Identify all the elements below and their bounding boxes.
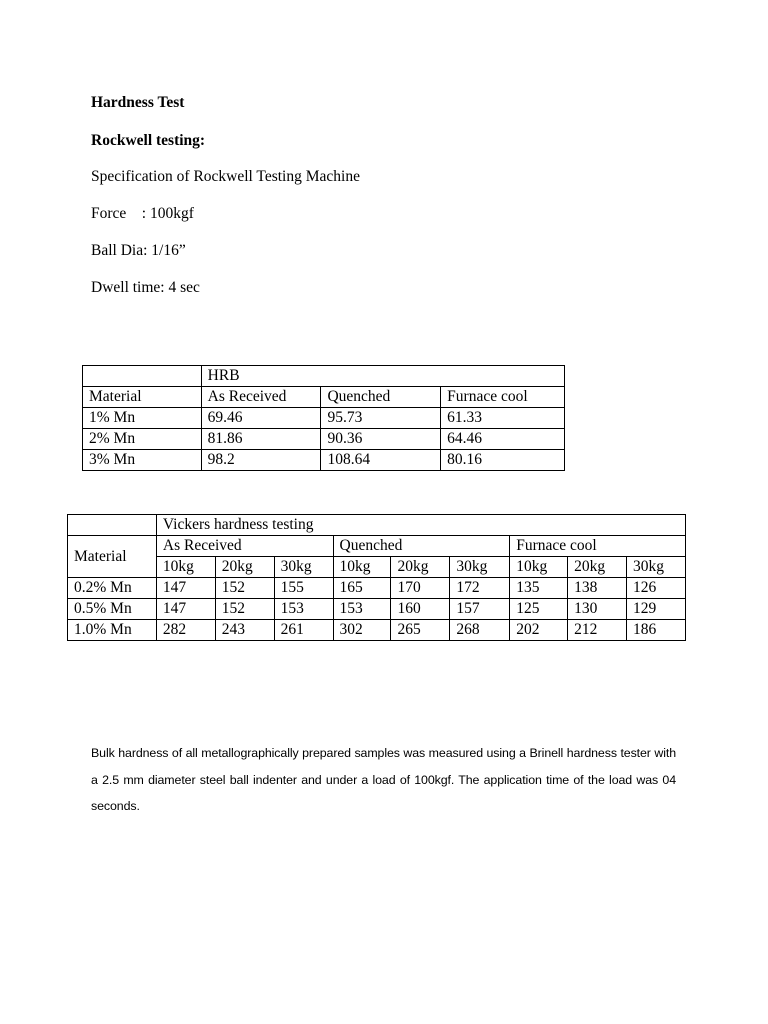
table-cell: 212 xyxy=(568,620,627,641)
table-cell: 80.16 xyxy=(441,450,565,471)
table-cell: 129 xyxy=(627,599,686,620)
table-cell: 81.86 xyxy=(201,429,321,450)
table-cell: 155 xyxy=(274,578,333,599)
vickers-load-header: 10kg xyxy=(510,557,568,578)
table-cell: 2% Mn xyxy=(83,429,202,450)
table-cell: 157 xyxy=(450,599,510,620)
table-cell: 108.64 xyxy=(321,450,441,471)
vickers-load-row xyxy=(68,557,686,578)
rockwell-header-cell: Material xyxy=(83,387,202,408)
table-cell: 3% Mn xyxy=(83,450,202,471)
rockwell-header-cell: As Received xyxy=(201,387,321,408)
table-cell: 165 xyxy=(333,578,391,599)
table-cell: 202 xyxy=(510,620,568,641)
vickers-title: Vickers hardness testing xyxy=(156,515,685,536)
table-cell: 95.73 xyxy=(321,408,441,429)
vickers-group-row xyxy=(68,536,686,557)
table-cell: 0.2% Mn xyxy=(68,578,157,599)
spec-force: Force : 100kgf xyxy=(91,205,194,222)
table-cell: 61.33 xyxy=(441,408,565,429)
table-cell: 147 xyxy=(156,599,215,620)
rockwell-header-cell: Furnace cool xyxy=(441,387,565,408)
table-cell: 0.5% Mn xyxy=(68,599,157,620)
vickers-load-header: 30kg xyxy=(274,557,333,578)
spec-ball-dia: Ball Dia: 1/16” xyxy=(91,242,186,259)
vickers-group-header: Furnace cool xyxy=(510,536,686,557)
table-cell: 261 xyxy=(274,620,333,641)
rockwell-header-cell: Quenched xyxy=(321,387,441,408)
rockwell-hrb-table xyxy=(82,365,565,471)
table-row xyxy=(83,429,565,450)
table-cell: 125 xyxy=(510,599,568,620)
table-row xyxy=(68,620,686,641)
rockwell-corner-cell xyxy=(83,366,202,387)
rockwell-header-row xyxy=(83,387,565,408)
table-cell: 160 xyxy=(391,599,450,620)
table-cell: 170 xyxy=(391,578,450,599)
spec-dwell-time: Dwell time: 4 sec xyxy=(91,279,200,296)
rockwell-subheading: Rockwell testing: xyxy=(91,132,206,149)
table-row xyxy=(83,408,565,429)
table-cell: 64.46 xyxy=(441,429,565,450)
table-cell: 282 xyxy=(156,620,215,641)
vickers-group-header: As Received xyxy=(156,536,333,557)
table-cell: 98.2 xyxy=(201,450,321,471)
spec-title: Specification of Rockwell Testing Machine xyxy=(91,168,360,185)
table-cell: 1% Mn xyxy=(83,408,202,429)
table-cell: 265 xyxy=(391,620,450,641)
table-cell: 243 xyxy=(215,620,274,641)
table-cell: 69.46 xyxy=(201,408,321,429)
table-cell: 126 xyxy=(627,578,686,599)
table-cell: 147 xyxy=(156,578,215,599)
table-cell: 268 xyxy=(450,620,510,641)
vickers-load-header: 30kg xyxy=(450,557,510,578)
table-cell: 153 xyxy=(274,599,333,620)
table-cell: 130 xyxy=(568,599,627,620)
vickers-load-header: 10kg xyxy=(156,557,215,578)
vickers-material-header: Material xyxy=(68,536,157,578)
table-cell: 153 xyxy=(333,599,391,620)
table-row xyxy=(83,450,565,471)
rockwell-group-row xyxy=(83,366,565,387)
rockwell-group-label: HRB xyxy=(201,366,564,387)
vickers-group-header: Quenched xyxy=(333,536,510,557)
table-cell: 90.36 xyxy=(321,429,441,450)
vickers-load-header: 30kg xyxy=(627,557,686,578)
table-cell: 186 xyxy=(627,620,686,641)
brinell-paragraph: Bulk hardness of all metallographically prepared samples was measured using a Brinell hardness tester with a 2.5 mm diameter steel ball indenter and under a load of 100kgf. The application time of the load was 04 seconds. xyxy=(91,746,676,813)
vickers-corner-cell xyxy=(68,515,157,536)
table-row xyxy=(68,578,686,599)
vickers-load-header: 20kg xyxy=(568,557,627,578)
table-cell: 152 xyxy=(215,578,274,599)
vickers-hardness-table xyxy=(67,514,686,641)
table-row xyxy=(68,599,686,620)
table-cell: 1.0% Mn xyxy=(68,620,157,641)
table-cell: 172 xyxy=(450,578,510,599)
vickers-title-row xyxy=(68,515,686,536)
table-cell: 152 xyxy=(215,599,274,620)
vickers-load-header: 10kg xyxy=(333,557,391,578)
table-cell: 138 xyxy=(568,578,627,599)
table-cell: 135 xyxy=(510,578,568,599)
vickers-load-header: 20kg xyxy=(215,557,274,578)
table-cell: 302 xyxy=(333,620,391,641)
vickers-load-header: 20kg xyxy=(391,557,450,578)
document-heading: Hardness Test xyxy=(91,94,185,111)
